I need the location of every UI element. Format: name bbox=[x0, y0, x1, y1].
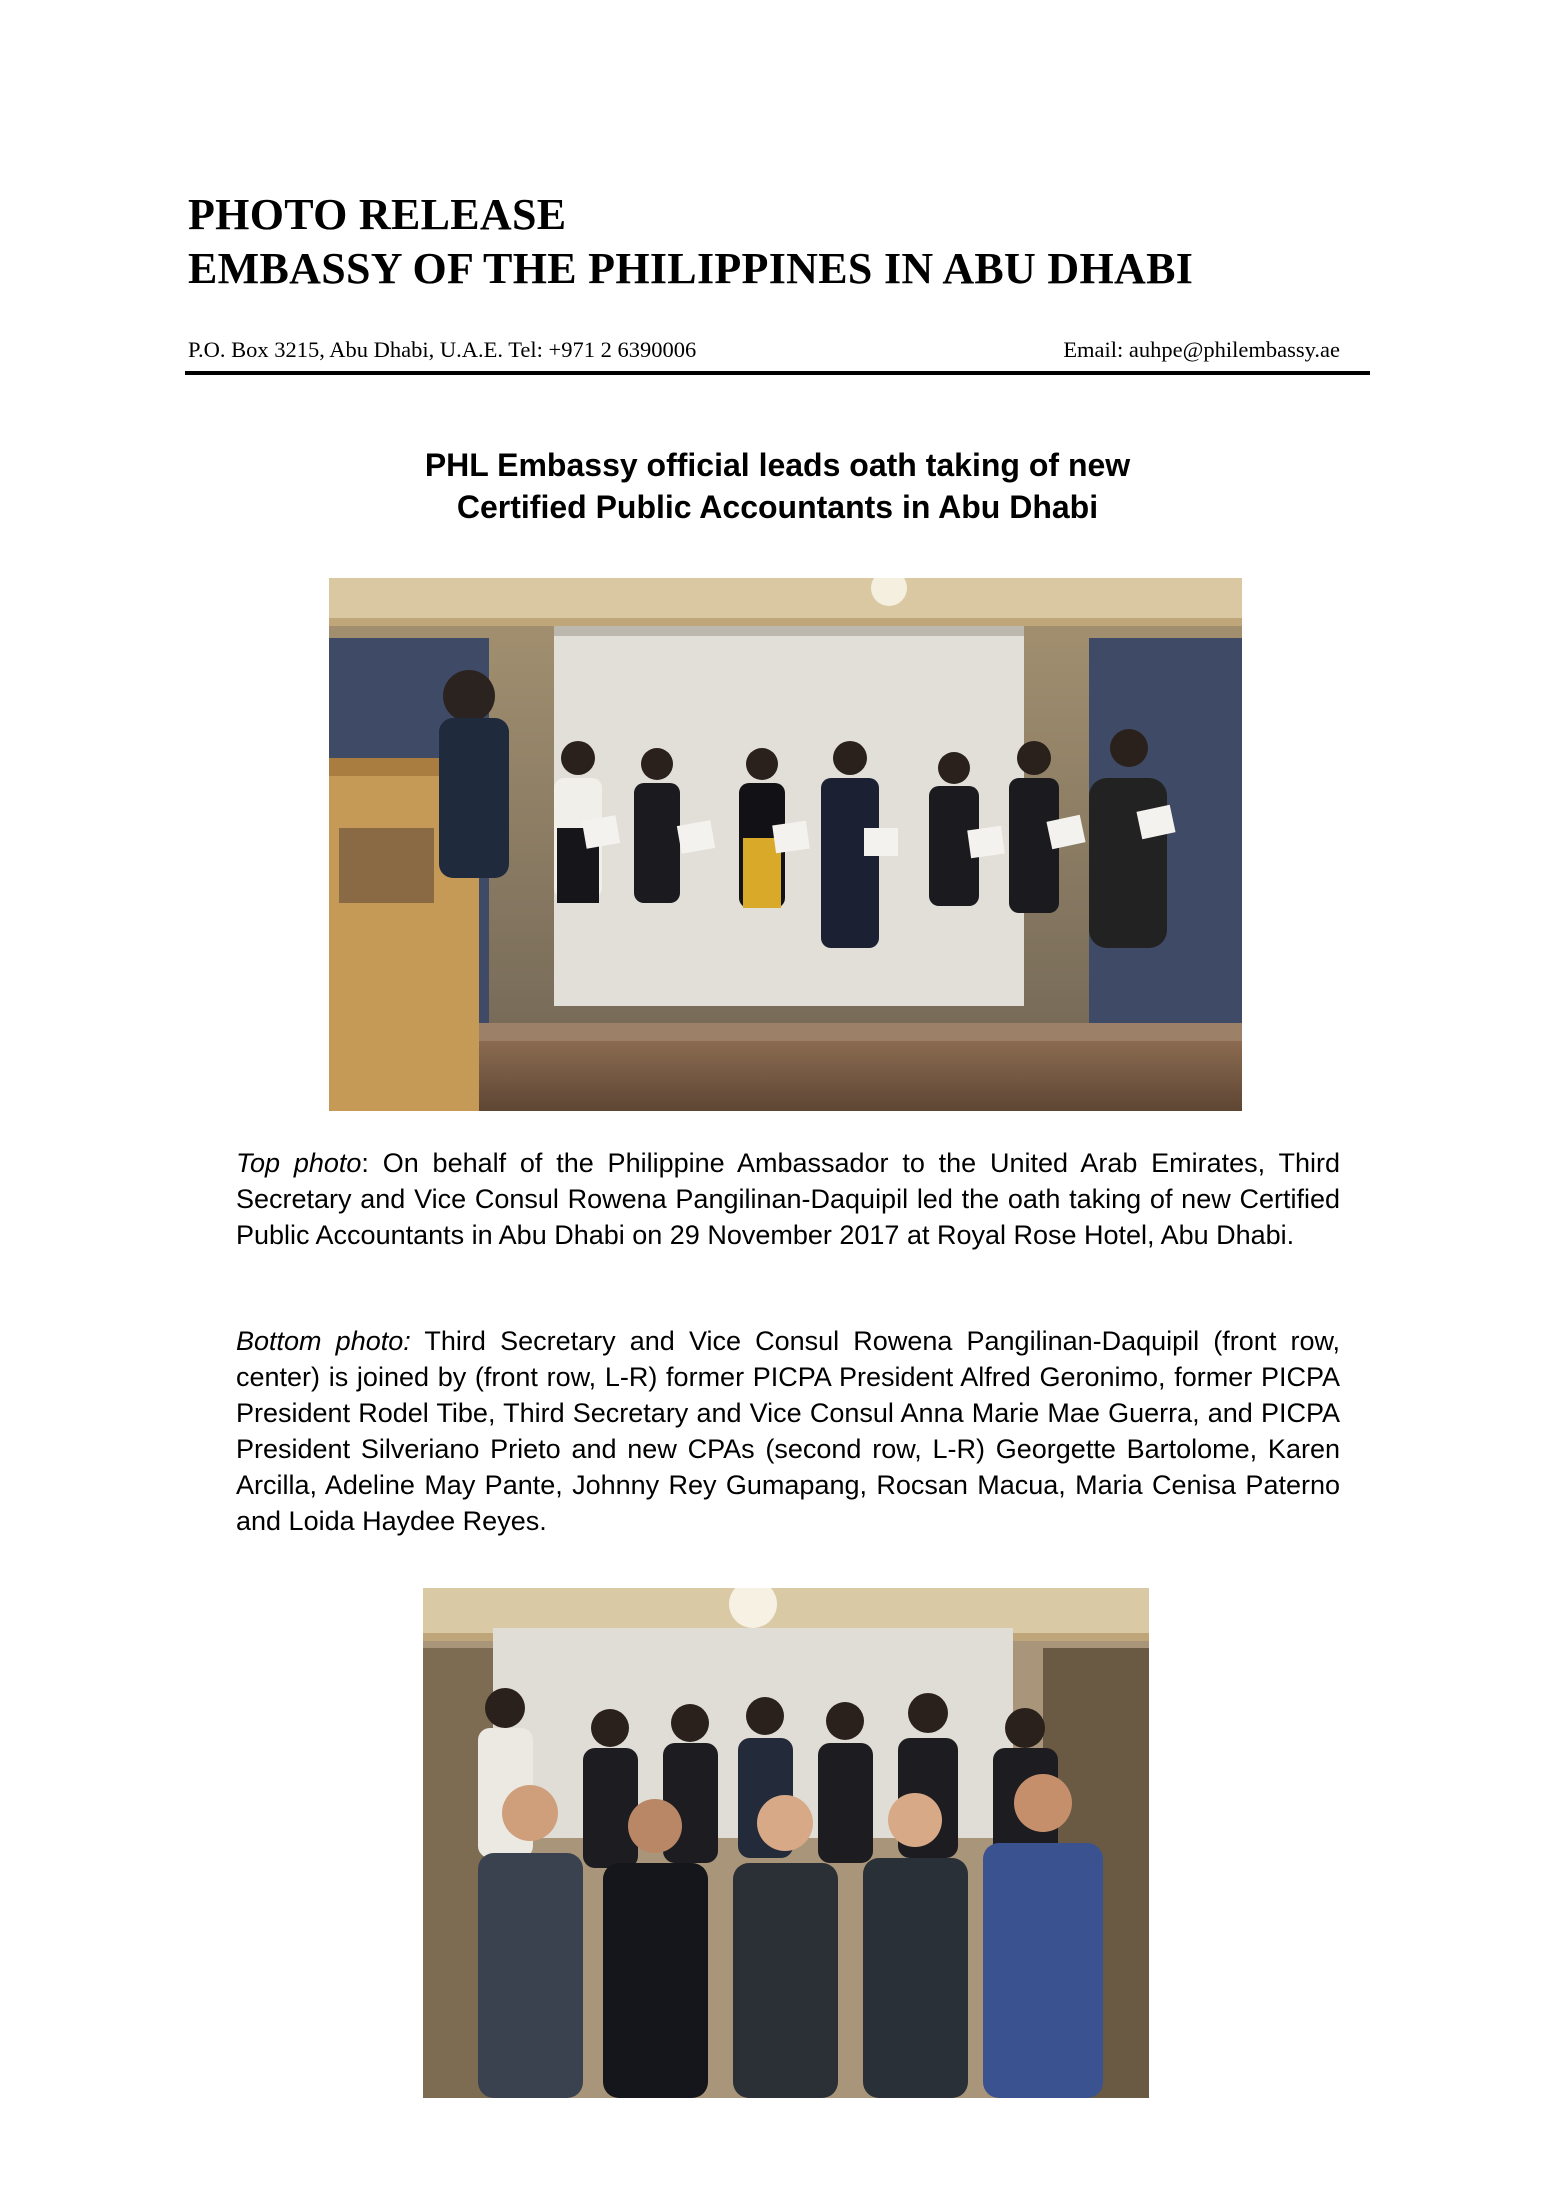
header-title-line-2: EMBASSY OF THE PHILIPPINES IN ABU DHABI bbox=[188, 244, 1194, 293]
embassy-email: Email: auhpe@philembassy.ae bbox=[1063, 337, 1340, 362]
bottom-photo-label: Bottom photo: bbox=[236, 1326, 411, 1356]
top-photo-caption bbox=[236, 1145, 1340, 1253]
group-photo-image bbox=[423, 1588, 1149, 2098]
page-header-title bbox=[188, 188, 1193, 296]
oath-taking-photo bbox=[329, 578, 1242, 1111]
top-photo-label: Top photo bbox=[236, 1148, 362, 1178]
header-title-line-1: PHOTO RELEASE bbox=[188, 190, 567, 239]
header-divider bbox=[185, 371, 1370, 375]
top-photo-colon: : bbox=[361, 1148, 369, 1178]
headline-line-2: Certified Public Accountants in Abu Dhabi bbox=[456, 489, 1099, 525]
group-photo bbox=[423, 1588, 1149, 2098]
article-headline bbox=[240, 444, 1315, 528]
bottom-photo-text: Third Secretary and Vice Consul Rowena Pangilinan-Daquipil (front row, center) is joined by (front row, L-R) former PICPA President Alfred Geronimo, former PICPA President Rodel Tibe, Third Secretary and Vice Consul Anna Marie Mae Guerra, and PICPA President Silveriano Prieto and new CPAs (second row, L-R) Georgette Bartolome, Karen Arcilla, Adeline May Pante, Johnny Rey Gumapang, Rocsan Macua, Maria Cenisa Paterno and Loida Haydee Reyes. bbox=[236, 1326, 1340, 1536]
bottom-photo-caption bbox=[236, 1323, 1340, 1539]
oath-taking-photo-image bbox=[329, 578, 1242, 1111]
headline-line-1: PHL Embassy official leads oath taking of new bbox=[424, 447, 1131, 483]
top-photo-text: On behalf of the Philippine Ambassador to the United Arab Emirates, Third Secretary and Vice Consul Rowena Pangilinan-Daquipil led the oath taking of new Certified Public Accountants in Abu Dhabi on 29 November 2017 at Royal Rose Hotel, Abu Dhabi. bbox=[236, 1148, 1340, 1250]
embassy-address: P.O. Box 3215, Abu Dhabi, U.A.E. Tel: +971 2 6390006 bbox=[188, 337, 697, 362]
contact-line bbox=[188, 336, 1340, 364]
